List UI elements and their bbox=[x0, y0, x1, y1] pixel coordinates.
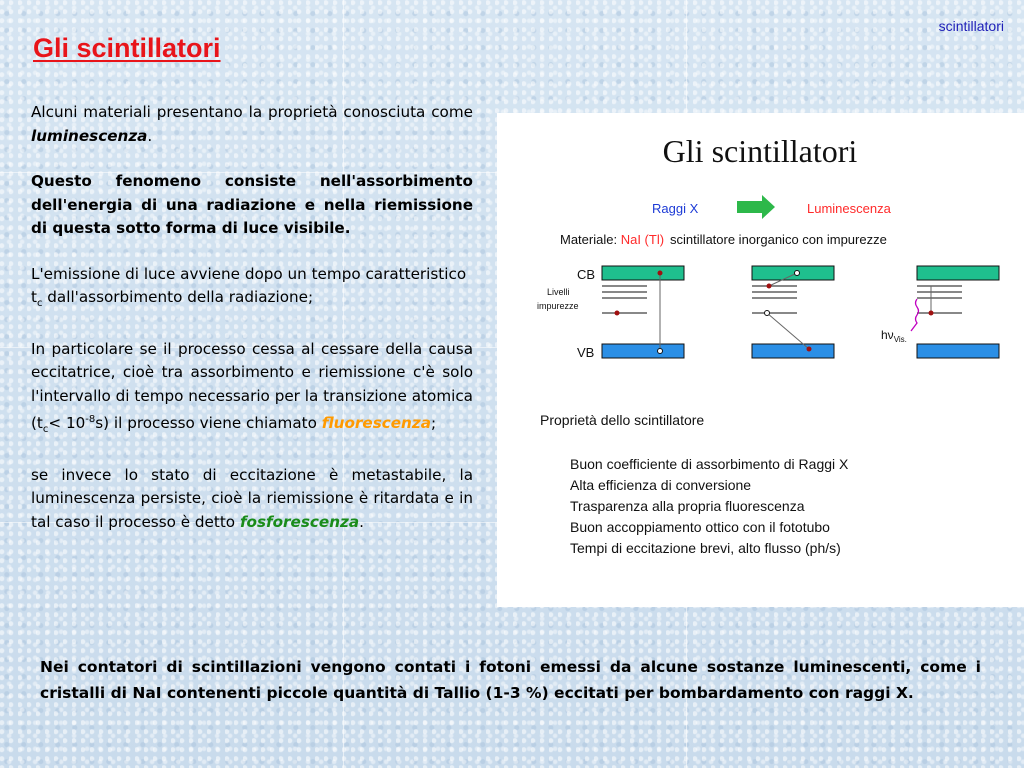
valence-band bbox=[752, 344, 834, 358]
hv-symbol: hν bbox=[881, 328, 894, 342]
paragraph-fluorescenza bbox=[31, 338, 473, 442]
paragraph-text: In particolare se il processo cessa al cessare della causa eccitatrice, cioè tra assorbimento e riemissione c'è solo l'intervallo di tempo necessario per la transizione atomica (t bbox=[31, 339, 473, 433]
valence-band bbox=[602, 344, 684, 358]
figure-title: Gli scintillatori bbox=[662, 133, 858, 169]
materiale-label: Materiale: bbox=[560, 232, 621, 247]
electron bbox=[807, 347, 812, 352]
hole bbox=[765, 311, 770, 316]
conduction-band bbox=[917, 266, 999, 280]
conduction-band bbox=[752, 266, 834, 280]
paragraph-text: se invece lo stato di eccitazione è metastabile, la luminescenza persiste, cioè la riemissione è ritardata e in tal caso il processo è detto bbox=[31, 465, 473, 531]
term-fosforescenza: fosforescenza bbox=[239, 512, 360, 531]
materiale-text bbox=[560, 232, 887, 247]
materiale-desc: scintillatore inorganico con impurezze bbox=[670, 232, 887, 247]
term-luminescenza: luminescenza bbox=[31, 126, 148, 145]
paragraph-text: . bbox=[147, 126, 153, 145]
electron bbox=[929, 311, 934, 316]
header-topic-tag: scintillatori bbox=[938, 18, 1004, 34]
paragraph-text: < 10 bbox=[48, 414, 86, 433]
property-item: Tempi di eccitazione brevi, alto flusso (ph/s) bbox=[570, 540, 841, 556]
hv-subscript: Vis. bbox=[893, 335, 907, 344]
paragraph-text: L'emissione di luce avviene dopo un tempo caratteristico t bbox=[31, 264, 467, 306]
raggi-x-label: Raggi X bbox=[652, 201, 699, 216]
subscript-c: c bbox=[36, 298, 43, 310]
arrow-right-icon bbox=[737, 195, 775, 219]
electron bbox=[615, 311, 620, 316]
vb-label: VB bbox=[577, 345, 595, 360]
electron bbox=[658, 271, 663, 276]
paragraph-text: . bbox=[359, 512, 364, 531]
paragraph-definition: Questo fenomeno consiste nell'assorbimento dell'energia di una radiazione e nella riemissione di questa sotto forma di luce visibile. bbox=[31, 172, 473, 237]
properties-list bbox=[570, 456, 849, 556]
valence-band bbox=[917, 344, 999, 358]
paragraph-emission-time bbox=[31, 263, 473, 316]
livelli-label: Livelli bbox=[547, 287, 570, 297]
property-item: Alta efficienza di conversione bbox=[570, 477, 752, 493]
property-item: Buon coefficiente di assorbimento di Raggi X bbox=[570, 456, 849, 472]
term-fluorescenza: fluorescenza bbox=[321, 414, 431, 433]
paragraph-text: s) il processo viene chiamato bbox=[95, 414, 322, 433]
bottom-summary: Nei contatori di scintillazioni vengono contati i fotoni emessi da alcune sostanze luminescenti, come i cristalli di NaI contenenti piccole quantità di Tallio (1-3 %) eccitati per bombardamento con raggi X. bbox=[40, 658, 981, 702]
hole bbox=[658, 349, 663, 354]
paragraph-text: Alcuni materiali presentano la proprietà conosciuta come bbox=[31, 103, 473, 121]
left-text-column bbox=[31, 101, 473, 556]
subscript-c: c bbox=[42, 424, 49, 436]
paragraph-text: dall'assorbimento della radiazione; bbox=[42, 288, 314, 306]
conduction-band bbox=[602, 266, 684, 280]
scintillator-figure bbox=[497, 113, 1024, 607]
props-title: Proprietà dello scintillatore bbox=[540, 412, 705, 428]
slide-title: Gli scintillatori bbox=[33, 33, 221, 63]
impurezze-label: impurezze bbox=[537, 301, 579, 311]
paragraph-luminescenza bbox=[31, 101, 473, 148]
materiale-nai: NaI (Tl) bbox=[620, 232, 665, 247]
luminescenza-label: Luminescenza bbox=[807, 201, 891, 216]
property-item: Buon accoppiamento ottico con il fototubo bbox=[570, 519, 830, 535]
property-item: Trasparenza alla propria fluorescenza bbox=[570, 498, 805, 514]
photon-wave-icon bbox=[911, 299, 919, 331]
paragraph-fosforescenza bbox=[31, 464, 473, 535]
cb-label: CB bbox=[577, 267, 596, 282]
superscript-exponent: -8 bbox=[85, 414, 96, 426]
hv-label bbox=[881, 328, 907, 344]
band-diagram-svg bbox=[497, 113, 1024, 607]
paragraph-text: ; bbox=[430, 414, 437, 433]
hole bbox=[795, 271, 800, 276]
electron bbox=[767, 284, 772, 289]
